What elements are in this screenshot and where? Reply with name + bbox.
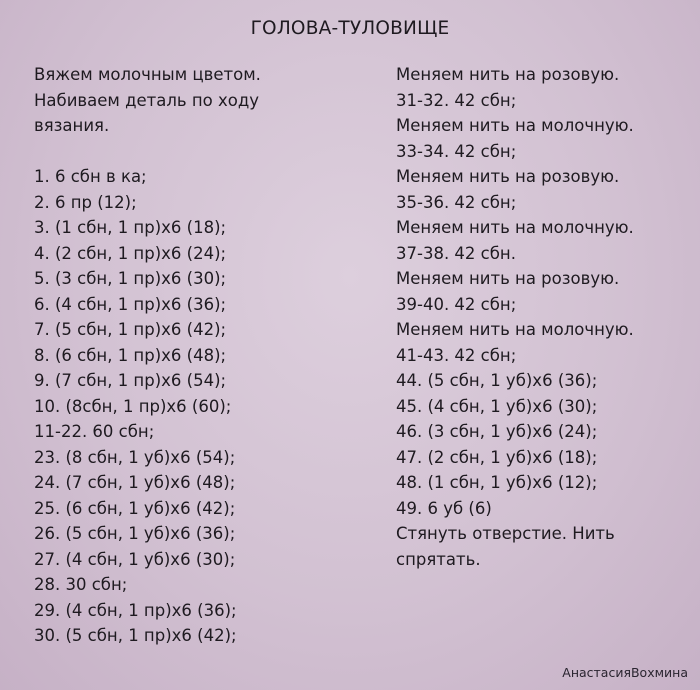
pattern-row: 33-34. 42 сбн;: [396, 141, 517, 161]
pattern-row: 25. (6 сбн, 1 уб)х6 (42);: [34, 498, 236, 518]
pattern-row: Меняем нить на розовую.: [396, 269, 620, 288]
pattern-row: 10. (8сбн, 1 пр)х6 (60);: [34, 396, 232, 416]
pattern-row: 24. (7 сбн, 1 уб)х6 (48);: [34, 473, 236, 492]
pattern-row: 41-43. 42 сбн;: [396, 345, 517, 365]
pattern-row: 46. (3 сбн, 1 уб)х6 (24);: [396, 422, 598, 441]
pattern-row: 47. (2 сбн, 1 уб)х6 (18);: [396, 447, 598, 467]
intro-line: Набиваем деталь по ходу: [34, 90, 260, 110]
pattern-row: Меняем нить на розовую.: [396, 167, 620, 186]
pattern-row: 9. (7 сбн, 1 пр)х6 (54);: [34, 371, 227, 390]
pattern-row: Стянуть отверстие. Нить: [396, 524, 615, 543]
pattern-row: 8. (6 сбн, 1 пр)х6 (48);: [34, 345, 227, 365]
right-column: [396, 62, 634, 572]
pattern-row: Меняем нить на молочную.: [396, 116, 634, 135]
pattern-row: 44. (5 сбн, 1 уб)х6 (36);: [396, 371, 598, 390]
pattern-row: 11-22. 60 сбн;: [34, 422, 155, 441]
pattern-row: 28. 30 сбн;: [34, 575, 128, 594]
pattern-row: 37-38. 42 сбн.: [396, 243, 516, 263]
pattern-row: 6. (4 сбн, 1 пр)х6 (36);: [34, 294, 227, 314]
page-title: ГОЛОВА-ТУЛОВИЩЕ: [250, 18, 450, 39]
pattern-row: 23. (8 сбн, 1 уб)х6 (54);: [34, 447, 236, 467]
pattern-row: Меняем нить на розовую.: [396, 65, 620, 84]
pattern-row: Меняем нить на молочную.: [396, 320, 634, 339]
pattern-row: 4. (2 сбн, 1 пр)х6 (24);: [34, 243, 227, 263]
pattern-row: 35-36. 42 сбн;: [396, 192, 517, 212]
pattern-row: спрятать.: [396, 549, 481, 569]
pattern-row: 2. 6 пр (12);: [34, 192, 137, 212]
pattern-row: Меняем нить на молочную.: [396, 218, 634, 237]
intro-line: Вяжем молочным цветом.: [34, 65, 261, 84]
pattern-row: 1. 6 сбн в ка;: [34, 167, 147, 186]
pattern-row: 27. (4 сбн, 1 уб)х6 (30);: [34, 549, 236, 569]
blank-line: [34, 139, 261, 165]
pattern-row: 26. (5 сбн, 1 уб)х6 (36);: [34, 524, 236, 543]
pattern-row: 7. (5 сбн, 1 пр)х6 (42);: [34, 320, 227, 339]
pattern-row: 48. (1 сбн, 1 уб)х6 (12);: [396, 473, 598, 492]
pattern-row: 45. (4 сбн, 1 уб)х6 (30);: [396, 396, 598, 416]
pattern-row: 49. 6 уб (6): [396, 498, 492, 518]
pattern-row: 30. (5 сбн, 1 пр)х6 (42);: [34, 626, 237, 645]
left-column: [34, 62, 261, 649]
pattern-row: 39-40. 42 сбн;: [396, 294, 517, 314]
pattern-row: 29. (4 сбн, 1 пр)х6 (36);: [34, 600, 237, 620]
pattern-row: 31-32. 42 сбн;: [396, 90, 517, 110]
intro-line: вязания.: [34, 116, 110, 135]
author-signature: АнастасияВохмина: [562, 665, 688, 680]
pattern-row: 5. (3 сбн, 1 пр)х6 (30);: [34, 269, 227, 288]
pattern-row: 3. (1 сбн, 1 пр)х6 (18);: [34, 218, 227, 237]
